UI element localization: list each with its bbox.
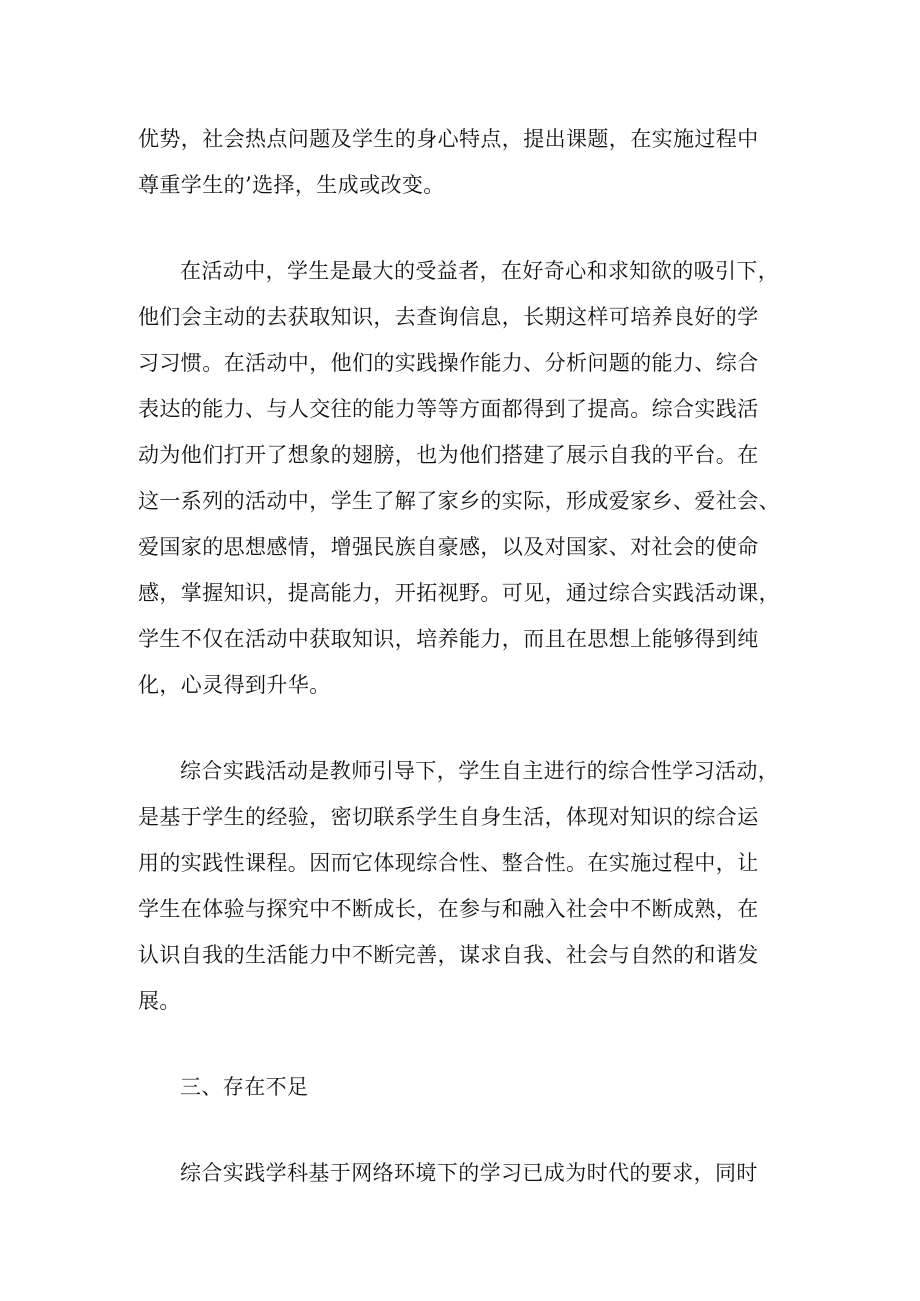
text-line: 认识自我的生活能力中不断完善，谋求自我、社会与自然的和谐发 <box>138 943 759 967</box>
text-line: 动为他们打开了想象的翅膀，也为他们搭建了展示自我的平台。在 <box>138 443 759 467</box>
text-line: 综合实践学科基于网络环境下的学习已成为时代的要求，同时 <box>180 1161 758 1185</box>
text-line: 这一系列的活动中，学生了解了家乡的实际，形成爱家乡、爱社会、 <box>138 489 780 513</box>
text-line: 表达的能力、与人交往的能力等等方面都得到了提高。综合实践活 <box>138 397 759 421</box>
text-line: 习习惯。在活动中，他们的实践操作能力、分析问题的能力、综合 <box>138 351 759 375</box>
text-line: 展。 <box>138 989 181 1013</box>
text-line: 在活动中，学生是最大的受益者，在好奇心和求知欲的吸引下， <box>180 259 780 283</box>
text-line: 学生在体验与探究中不断成长，在参与和融入社会中不断成熟，在 <box>138 897 759 921</box>
text-line: 优势，社会热点问题及学生的身心特点，提出课题，在实施过程中 <box>138 127 759 151</box>
section-heading: 三、存在不足 <box>180 1075 309 1099</box>
paragraph-1 <box>138 116 788 208</box>
text-line: 感，掌握知识，提高能力，开拓视野。可见，通过综合实践活动课， <box>138 581 780 605</box>
paragraph-2 <box>138 248 788 708</box>
paragraph-3 <box>138 748 788 1024</box>
text-line: 用的实践性课程。因而它体现综合性、整合性。在实施过程中，让 <box>138 851 759 875</box>
text-line: 学生不仅在活动中获取知识，培养能力，而且在思想上能够得到纯 <box>138 627 759 651</box>
text-line: 是基于学生的经验，密切联系学生自身生活，体现对知识的综合运 <box>138 805 759 829</box>
paragraph-4 <box>138 1150 788 1196</box>
document-body <box>138 116 788 1196</box>
text-line: 他们会主动的去获取知识，去查询信息，长期这样可培养良好的学 <box>138 305 759 329</box>
text-line: 尊重学生的’选择，生成或改变。 <box>138 173 445 197</box>
text-line: 化，心灵得到升华。 <box>138 673 331 697</box>
text-line: 综合实践活动是教师引导下，学生自主进行的综合性学习活动， <box>180 759 780 783</box>
text-line: 爱国家的思想感情，增强民族自豪感，以及对国家、对社会的使命 <box>138 535 759 559</box>
